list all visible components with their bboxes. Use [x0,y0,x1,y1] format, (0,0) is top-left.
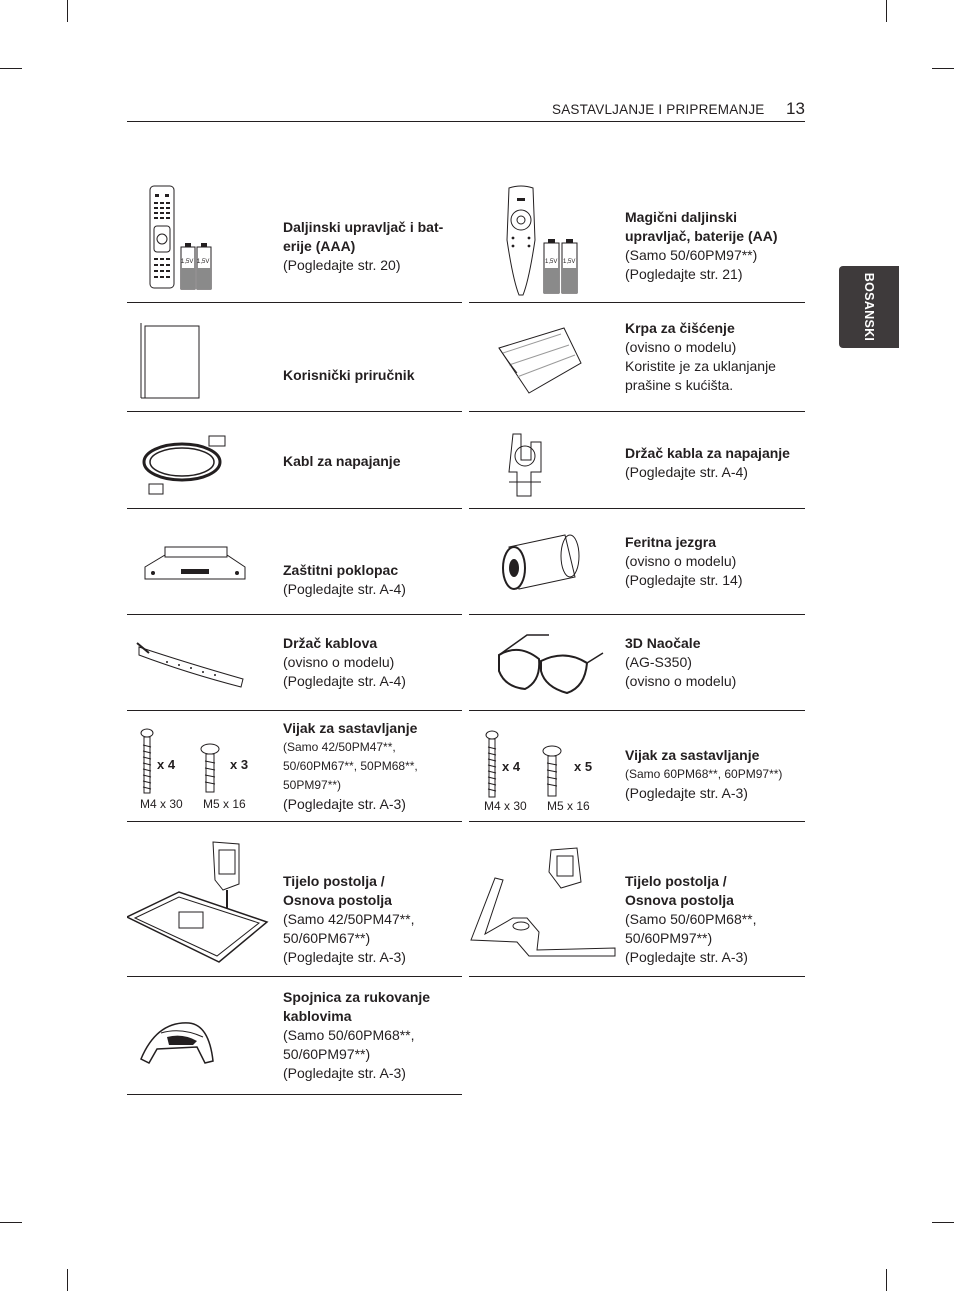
item-remote [127,180,462,303]
item-title: 3D Naočale [625,635,701,651]
item-note: (Samo 60PM68**, 60PM97**) [625,766,783,781]
screw-count: x 5 [574,759,593,774]
item-title: Tijelo postolja / [283,872,385,889]
item-cover [127,509,462,615]
crop-mark [67,1269,68,1291]
screw-count: x 4 [502,759,521,774]
cover-illustration [127,509,277,614]
item-screws-a [127,711,462,822]
item-note: (Pogledajte str. A-4) [283,673,406,689]
item-screws-b [469,711,805,822]
item-note: (Pogledajte str. A-3) [283,795,406,812]
crop-mark [932,1222,954,1223]
item-note: (Pogledajte str. A-3) [625,948,748,965]
language-tab [839,266,899,348]
cloth-illustration [469,303,619,411]
cable-manager-illustration [127,977,277,1094]
item-cloth [469,303,805,412]
item-note: (Pogledajte str. A-3) [625,784,748,801]
item-cable-holder [469,412,805,509]
item-title: Osnova postolja [625,891,734,908]
header-rule [127,121,805,122]
ferrite-illustration [469,509,619,614]
item-stand-a [127,822,462,977]
item-title: upravljač, baterije (AA) [625,228,778,244]
language-tab-label: BOSANSKI [862,272,876,342]
item-note: Koristite je za uklanjanje [625,358,776,374]
item-note: (ovisno o modelu) [625,673,737,689]
item-note: (Samo 50/60PM68**, [625,910,757,927]
item-note: (Pogledajte str. A-3) [283,1065,406,1081]
item-note: (AG-S350) [625,654,692,670]
crop-mark [886,1269,887,1291]
crop-mark [0,68,22,69]
item-glasses [469,615,805,711]
power-cable-illustration [127,412,277,508]
battery-label: 1,5V [563,259,576,265]
item-title: Kabl za napajanje [283,452,401,469]
item-title: Vijak za sastavljanje [625,746,760,763]
item-note: 50/60PM97**) [283,1046,371,1062]
item-note: 50/60PM67**, 50PM68**, [283,758,418,773]
item-note: (Samo 50/60PM97**) [625,247,758,263]
item-note: (ovisno o modelu) [283,654,395,670]
stand-b-illustration [469,822,619,976]
remote-illustration [127,180,277,302]
stand-a-illustration [127,822,277,976]
cable-tie-illustration [127,615,277,710]
item-note: (ovisno o modelu) [625,339,737,355]
item-title: erije (AAA) [283,237,356,254]
item-note: (Samo 50/60PM68**, [283,1027,415,1043]
screw-size-label: M5 x 16 [203,797,246,811]
crop-mark [932,68,954,69]
item-note: prašine s kućišta. [625,377,734,393]
item-note: (Pogledajte str. 14) [625,572,743,588]
item-note: (Samo 42/50PM47**, [283,739,396,754]
item-note: (Pogledajte str. 20) [283,256,401,273]
item-ferrite [469,509,805,615]
screw-size-label: M4 x 30 [140,797,183,811]
item-note: (Pogledajte str. A-3) [283,948,406,965]
screw-count: x 3 [230,757,249,772]
item-stand-b [469,822,805,977]
item-title: Feritna jezgra [625,534,717,550]
magic-remote-illustration [469,180,619,302]
item-title: Korisnički priručnik [283,366,415,383]
item-note: 50PM97**) [283,777,342,792]
item-power-cable [127,412,462,509]
item-title: kablovima [283,1008,352,1024]
item-note: 50/60PM97**) [625,929,713,946]
item-title: Krpa za čišćenje [625,320,735,336]
item-note: (ovisno o modelu) [625,553,737,569]
item-note: (Pogledajte str. A-4) [625,464,748,480]
item-title: Spojnica za rukovanje [283,989,431,1005]
item-note: 50/60PM67**) [283,929,371,946]
item-title: Tijelo postolja / [625,872,727,889]
item-title: Osnova postolja [283,891,392,908]
item-title: Vijak za sastavljanje [283,719,418,736]
glasses-illustration [469,615,619,710]
screw-size-label: M5 x 16 [547,799,590,813]
cable-holder-illustration [469,412,619,508]
item-cable-tie [127,615,462,711]
item-title: Zaštitni poklopac [283,561,399,578]
item-note: (Pogledajte str. A-4) [283,580,406,597]
manual-illustration [127,303,277,411]
crop-mark [0,1222,22,1223]
screws-illustration [127,711,277,821]
item-manual [127,303,462,412]
item-note: (Pogledajte str. 21) [625,266,743,282]
crop-mark [886,0,887,22]
battery-label: 1,5V [545,259,558,265]
crop-mark [67,0,68,22]
screw-size-label: M4 x 30 [484,799,527,813]
screws-illustration [469,711,619,821]
section-title: SASTAVLJANJE I PRIPREMANJE [552,102,765,117]
item-magic-remote [469,180,805,303]
screw-count: x 4 [157,757,176,772]
battery-label: 1,5V [197,259,210,265]
page-number: 13 [786,99,805,118]
item-title: Daljinski upravljač i bat- [283,218,444,235]
item-title: Držač kabla za napajanje [625,445,790,461]
battery-label: 1,5V [181,259,194,265]
item-title: Magični daljinski [625,209,738,225]
item-note: (Samo 42/50PM47**, [283,910,415,927]
item-title: Držač kablova [283,635,378,651]
item-cable-manager [127,977,462,1095]
